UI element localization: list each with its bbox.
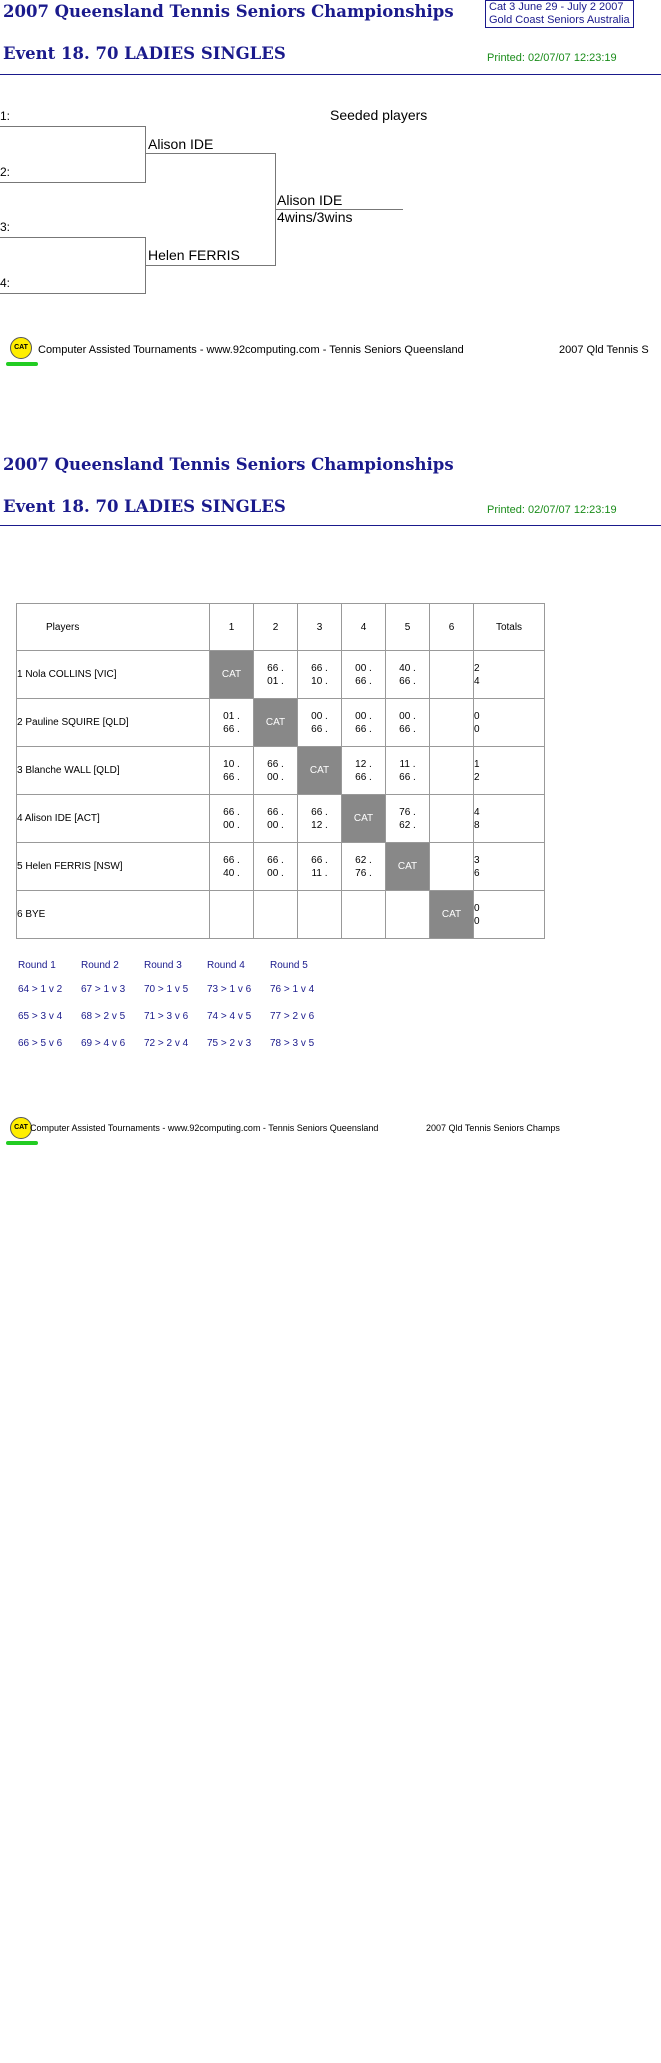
- cat-cell: CAT: [298, 747, 342, 795]
- score-cell: [430, 699, 474, 747]
- score-line: 66 .: [355, 675, 372, 687]
- col-header: 3: [298, 604, 342, 651]
- round-match: 64 > 1 v 2: [18, 984, 63, 995]
- round-match: 74 > 4 v 5: [207, 1011, 252, 1022]
- score-cell: [210, 699, 254, 747]
- score-cell: [430, 795, 474, 843]
- round-match: 65 > 3 v 4: [18, 1011, 63, 1022]
- totals-cell: [474, 795, 545, 843]
- totals-value: 3: [474, 854, 480, 866]
- table-row: [17, 651, 545, 699]
- cat-cell: CAT: [386, 843, 430, 891]
- page2-printed-date: Printed: 02/07/07 12:23:19: [487, 504, 617, 516]
- col-header: 5: [386, 604, 430, 651]
- score-line: 66 .: [355, 771, 372, 783]
- score-line: 00 .: [355, 710, 372, 722]
- totals-value: 8: [474, 819, 480, 831]
- score-line: 66 .: [223, 854, 240, 866]
- score-line: 00 .: [399, 710, 416, 722]
- score-line: 12 .: [355, 758, 372, 770]
- score-line: 11 .: [311, 867, 328, 879]
- totals-value: 0: [474, 902, 480, 914]
- score-line: 62 .: [355, 854, 372, 866]
- page1-footer-text: Computer Assisted Tournaments - www.92computing.com - Tennis Seniors Queensland: [38, 344, 464, 356]
- totals-cell: [474, 651, 545, 699]
- semifinal-1-winner: Alison IDE: [148, 136, 214, 152]
- totals-value: 4: [474, 675, 480, 687]
- draw-slot-3: 3:: [0, 220, 11, 234]
- page2-divider: [0, 525, 661, 526]
- draw-slot-4: 4:: [0, 276, 11, 290]
- score-cell: [342, 699, 386, 747]
- totals-value: 0: [474, 723, 480, 735]
- round-match: 70 > 1 v 5: [144, 984, 189, 995]
- totals-value: 2: [474, 771, 480, 783]
- score-cell: [210, 891, 254, 939]
- player-name: 4 Alison IDE [ACT]: [17, 795, 210, 843]
- score-cell: [386, 891, 430, 939]
- score-line: 66 .: [311, 854, 328, 866]
- totals-value: 1: [474, 758, 480, 770]
- round-label: Round 4: [207, 960, 245, 971]
- page1-footer-right: 2007 Qld Tennis S: [559, 344, 649, 356]
- score-line: 10 .: [223, 758, 240, 770]
- score-cell: [210, 795, 254, 843]
- round-label: Round 5: [270, 960, 308, 971]
- round-match: 78 > 3 v 5: [270, 1038, 315, 1049]
- round-match: 71 > 3 v 6: [144, 1011, 189, 1022]
- score-line: 66 .: [399, 723, 416, 735]
- table-row: [17, 843, 545, 891]
- score-line: 66 .: [223, 723, 240, 735]
- score-cell: [254, 795, 298, 843]
- draw-slot-2: 2:: [0, 165, 11, 179]
- score-line: 76 .: [355, 867, 372, 879]
- page1-title: 2007 Queensland Tennis Seniors Championships: [3, 2, 454, 21]
- page2-footer-right: 2007 Qld Tennis Seniors Champs: [426, 1123, 560, 1133]
- col-header: 4: [342, 604, 386, 651]
- page2-footer-text: Computer Assisted Tournaments - www.92computing.com - Tennis Seniors Queensland: [30, 1123, 379, 1133]
- score-cell: [430, 843, 474, 891]
- player-name: 2 Pauline SQUIRE [QLD]: [17, 699, 210, 747]
- score-line: 01 .: [267, 675, 284, 687]
- cat-cell: CAT: [210, 651, 254, 699]
- round-match: 75 > 2 v 3: [207, 1038, 252, 1049]
- score-cell: [298, 699, 342, 747]
- table-row: [17, 699, 545, 747]
- score-cell: [254, 747, 298, 795]
- round-label: Round 2: [81, 960, 119, 971]
- score-cell: [342, 651, 386, 699]
- page2-event-title: Event 18. 70 LADIES SINGLES: [3, 497, 286, 516]
- totals-cell: [474, 843, 545, 891]
- semifinal-2-winner: Helen FERRIS: [148, 247, 240, 263]
- score-cell: [342, 843, 386, 891]
- totals-cell: [474, 699, 545, 747]
- totals-value: 6: [474, 867, 480, 879]
- totals-value: 0: [474, 915, 480, 927]
- round-match: 66 > 5 v 6: [18, 1038, 63, 1049]
- table-row: [17, 795, 545, 843]
- round-match: 76 > 1 v 4: [270, 984, 315, 995]
- cat-logo-underline: [6, 1141, 38, 1145]
- players-header: Players: [17, 604, 210, 651]
- col-header: 2: [254, 604, 298, 651]
- score-line: 66 .: [267, 662, 284, 674]
- score-cell: [386, 795, 430, 843]
- totals-cell: [474, 747, 545, 795]
- score-cell: [342, 891, 386, 939]
- seeded-players-label: Seeded players: [330, 107, 428, 123]
- final-score: 4wins/3wins: [277, 209, 353, 225]
- round-robin-table: [16, 603, 545, 939]
- round-match: 69 > 4 v 6: [81, 1038, 126, 1049]
- page2-title: 2007 Queensland Tennis Seniors Championships: [3, 455, 454, 474]
- final-connector: [145, 153, 276, 266]
- score-cell: [386, 747, 430, 795]
- score-line: 40 .: [223, 867, 240, 879]
- table-row: [17, 891, 545, 939]
- totals-value: 2: [474, 662, 480, 674]
- round-label: Round 3: [144, 960, 182, 971]
- cat-cell: CAT: [342, 795, 386, 843]
- table-body: [17, 651, 545, 939]
- score-line: 01 .: [223, 710, 240, 722]
- cat-logo-icon: CAT: [10, 337, 32, 359]
- score-line: 00 .: [355, 662, 372, 674]
- cat-cell: CAT: [430, 891, 474, 939]
- event-category-dates: Cat 3 June 29 - July 2 2007: [489, 1, 624, 13]
- round-match: 77 > 2 v 6: [270, 1011, 315, 1022]
- round-match: 73 > 1 v 6: [207, 984, 252, 995]
- score-line: 66 .: [267, 758, 284, 770]
- score-cell: [298, 843, 342, 891]
- score-cell: [430, 747, 474, 795]
- score-cell: [298, 651, 342, 699]
- score-line: 66 .: [311, 723, 328, 735]
- cat-cell: CAT: [254, 699, 298, 747]
- score-line: 66 .: [223, 771, 240, 783]
- score-line: 66 .: [267, 854, 284, 866]
- player-name: 5 Helen FERRIS [NSW]: [17, 843, 210, 891]
- table-header-row: [17, 604, 545, 651]
- round-match: 72 > 2 v 4: [144, 1038, 189, 1049]
- event-venue: Gold Coast Seniors Australia: [489, 14, 630, 26]
- player-name: 6 BYE: [17, 891, 210, 939]
- draw-slot-1: 1:: [0, 109, 11, 123]
- score-cell: [210, 843, 254, 891]
- page1-divider: [0, 74, 661, 75]
- score-line: 62 .: [399, 819, 416, 831]
- page1-printed-date: Printed: 02/07/07 12:23:19: [487, 52, 617, 64]
- score-cell: [430, 651, 474, 699]
- score-line: 00 .: [267, 771, 284, 783]
- bracket-connector-2: [0, 237, 146, 294]
- score-line: 40 .: [399, 662, 416, 674]
- score-line: 11 .: [399, 758, 416, 770]
- round-label: Round 1: [18, 960, 56, 971]
- score-cell: [386, 651, 430, 699]
- score-line: 10 .: [311, 675, 328, 687]
- totals-cell: [474, 891, 545, 939]
- score-line: 00 .: [267, 867, 284, 879]
- score-line: 66 .: [267, 806, 284, 818]
- round-match: 68 > 2 v 5: [81, 1011, 126, 1022]
- table-row: [17, 747, 545, 795]
- totals-value: 4: [474, 806, 480, 818]
- score-cell: [386, 699, 430, 747]
- score-line: 66 .: [223, 806, 240, 818]
- score-line: 66 .: [355, 723, 372, 735]
- cat-logo-icon: CAT: [10, 1117, 32, 1139]
- score-line: 00 .: [223, 819, 240, 831]
- score-cell: [342, 747, 386, 795]
- player-name: 3 Blanche WALL [QLD]: [17, 747, 210, 795]
- score-cell: [210, 747, 254, 795]
- final-winner: Alison IDE: [277, 192, 343, 208]
- score-line: 12 .: [311, 819, 328, 831]
- score-line: 66 .: [399, 771, 416, 783]
- totals-header: Totals: [474, 604, 545, 651]
- score-line: 00 .: [311, 710, 328, 722]
- score-cell: [254, 843, 298, 891]
- event-info-box: [485, 0, 634, 28]
- score-line: 66 .: [399, 675, 416, 687]
- col-header: 6: [430, 604, 474, 651]
- bracket-connector-1: [0, 126, 146, 183]
- player-name: 1 Nola COLLINS [VIC]: [17, 651, 210, 699]
- score-line: 66 .: [311, 662, 328, 674]
- score-line: 00 .: [267, 819, 284, 831]
- col-header: 1: [210, 604, 254, 651]
- cat-logo-underline: [6, 362, 38, 366]
- score-cell: [298, 795, 342, 843]
- score-line: 66 .: [311, 806, 328, 818]
- score-cell: [254, 891, 298, 939]
- totals-value: 0: [474, 710, 480, 722]
- score-cell: [254, 651, 298, 699]
- round-match: 67 > 1 v 3: [81, 984, 126, 995]
- score-cell: [298, 891, 342, 939]
- page1-event-title: Event 18. 70 LADIES SINGLES: [3, 44, 286, 63]
- round-schedule: [18, 960, 348, 1070]
- score-line: 76 .: [399, 806, 416, 818]
